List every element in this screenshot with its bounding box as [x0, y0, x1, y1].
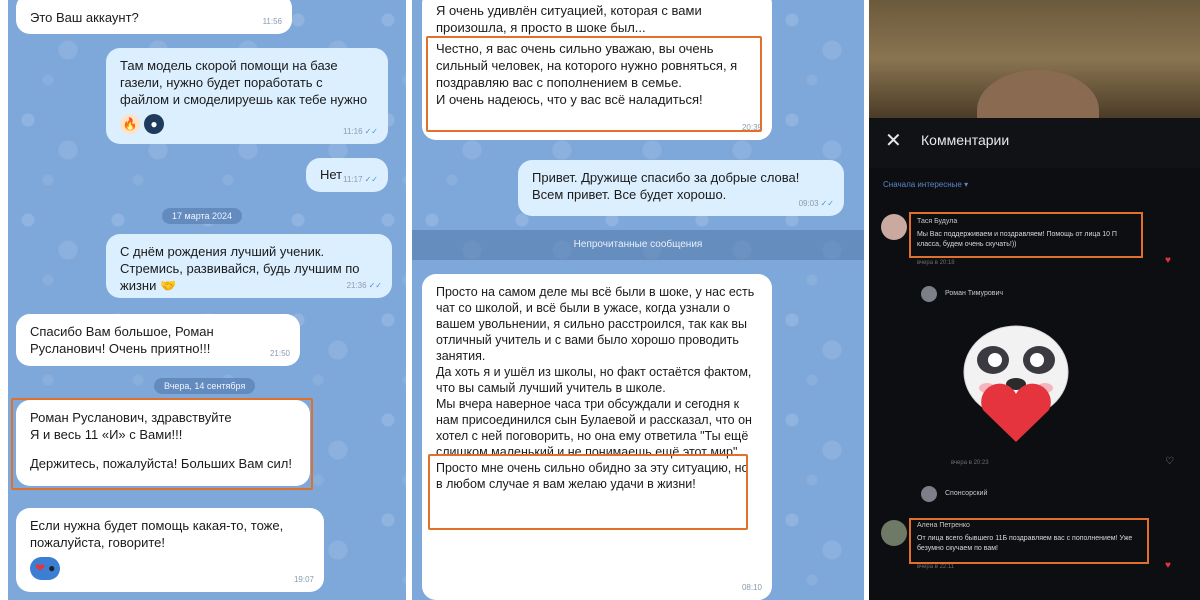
message-time: 11:56 [262, 17, 282, 26]
date-chip: 17 марта 2024 [162, 208, 242, 224]
highlight-box [426, 36, 762, 132]
reactions[interactable] [30, 557, 60, 580]
message-text: Нет [320, 167, 343, 182]
comment-meta: вчера в 22:11 [917, 564, 955, 570]
message-text-part: Просто на самом деле мы всё были в шоке, у нас есть чат со школой, и всё были в ужасе, когда узнали о вашем увольнении, я сильно расстроился, так как вы отличный учитель и с вами было хорошо проводить занятия. [436, 285, 755, 363]
highlight-box [909, 212, 1143, 258]
comment-author[interactable]: Алена Петренко [917, 522, 970, 529]
comments-title: Комментарии [921, 132, 1010, 148]
close-icon[interactable]: ✕ [885, 130, 902, 152]
comment-text: Мы Вас поддерживаем и поздравляем! Помощь от лица 10 П класса, будем очень скучать!)) [917, 231, 1117, 248]
like-heart-outline-icon[interactable]: ♡ [1165, 456, 1174, 467]
message-text-line: Честно, я вас очень сильно уважаю, вы очень сильный человек, на которого нужно ровняться, я поздравляю вас с пополнением в семье. [436, 41, 738, 90]
comment-text: От лица всего бывшего 11Б поздравляем вас с пополнением! Уже безумно скучаем по вам! [917, 535, 1133, 552]
message-text-line: Я и весь 11 «И» с Вами!!! [30, 427, 183, 442]
highlight-box [428, 454, 748, 530]
message-text-line: Роман Русланович, здравствуйте [30, 410, 232, 425]
message-bubble[interactable] [106, 48, 388, 144]
message-time: 19:07 [293, 575, 314, 584]
read-ticks-icon: ✓✓ [368, 281, 382, 290]
message-bubble[interactable] [422, 274, 772, 600]
message-time: 21:36 [346, 281, 367, 290]
avatar-icon: ● [48, 561, 56, 575]
avatar[interactable] [881, 520, 907, 546]
message-bubble[interactable] [16, 508, 324, 592]
read-ticks-icon: ✓✓ [820, 199, 834, 208]
message-text-part: Мы вчера наверное часа три обсуждали и сегодня к нам присоединился сын Булаевой и рассказал, что он хотел с ней поговорить, но она ему ответила "Ты ещё слишком маленький и не понимаешь ещё этот мир" [436, 397, 752, 459]
message-text: Привет. Дружище спасибо за добрые слова! Всем привет. Все будет хорошо. [532, 170, 800, 202]
highlight-box [909, 518, 1149, 564]
message-time: 09:03 [798, 199, 819, 208]
message-time: 20:39 [741, 123, 762, 132]
like-heart-icon[interactable]: ♥ [1165, 560, 1171, 571]
message-text-line: Я очень удивлён ситуацией, которая с вами [436, 3, 702, 18]
message-bubble[interactable] [306, 158, 388, 192]
avatar-icon: ● [144, 114, 164, 134]
message-text: Спасибо Вам большое, Роман Русланович! Очень приятно!!! [30, 324, 214, 356]
unread-separator: Непрочитанные сообщения [412, 230, 864, 260]
dog-sticker-icon [951, 310, 1081, 450]
chat-panel-middle [412, 0, 864, 600]
message-time: 08:10 [741, 583, 762, 592]
message-text [120, 243, 378, 294]
date-chip: Вчера, 14 сентября [154, 378, 255, 394]
comment-author[interactable]: Роман Тимурович [945, 290, 1004, 297]
read-ticks-icon: ✓✓ [364, 127, 378, 136]
message-bubble[interactable] [16, 314, 300, 366]
handshake-icon: 🤝 [159, 278, 177, 293]
avatar[interactable] [921, 286, 937, 302]
message-time: 11:16 [343, 127, 363, 136]
like-heart-icon[interactable]: ♥ [1165, 255, 1171, 266]
message-text: Если нужна будет помощь какая-то, тоже, пожалуйста, говорите! [30, 518, 284, 550]
heart-icon[interactable]: ❤ [35, 561, 46, 575]
chat-panel-left [8, 0, 406, 600]
message-text-content: С днём рождения лучший ученик. Стремись, развивайся, будь лучшим по жизни [120, 244, 360, 293]
comments-panel [869, 0, 1200, 600]
message-time: 11:17 [343, 175, 363, 184]
comment-meta: вчера в 20:18 [917, 260, 955, 266]
sticker [951, 310, 1081, 450]
message-time: 21:50 [269, 349, 290, 358]
message-text-line: Держитесь, пожалуйста! Больших Вам сил! [30, 456, 292, 471]
sort-label: Сначала интересные [883, 180, 962, 189]
sort-dropdown[interactable] [883, 180, 968, 189]
read-ticks-icon: ✓✓ [364, 175, 378, 184]
message-bubble[interactable] [16, 0, 292, 34]
message-text-line: произошла, я просто в шоке был... [436, 20, 646, 35]
comment-meta: вчера в 20:23 [951, 460, 989, 466]
video-thumbnail [869, 0, 1200, 118]
message-text-part: Просто мне очень сильно обидно за эту ситуацию, но в любом случае я вам желаю удачи в жизни! [436, 461, 749, 491]
comment-author[interactable]: Тася Будула [917, 218, 958, 225]
message-text-part: Да хоть я и ушёл из школы, но факт остаётся фактом, что вы самый лучший учитель в школе. [436, 365, 752, 395]
comments-header [869, 118, 1200, 168]
message-bubble[interactable] [106, 234, 392, 298]
reactions[interactable] [120, 114, 374, 134]
message-text: Там модель скорой помощи на базе газели, нужно будет поработать с файлом и смоделируешь как тебе нужно [120, 58, 368, 107]
comment-author[interactable]: Спонсорский [945, 490, 988, 497]
highlight-box [11, 398, 313, 490]
fire-icon[interactable]: 🔥 [120, 114, 140, 134]
message-bubble[interactable] [518, 160, 844, 216]
chevron-down-icon: ▾ [964, 180, 969, 189]
avatar[interactable] [881, 214, 907, 240]
message-text: Это Ваш аккаунт? [30, 10, 139, 25]
avatar[interactable] [921, 486, 937, 502]
message-text-line: И очень надеюсь, что у вас всё наладиться! [436, 92, 703, 107]
